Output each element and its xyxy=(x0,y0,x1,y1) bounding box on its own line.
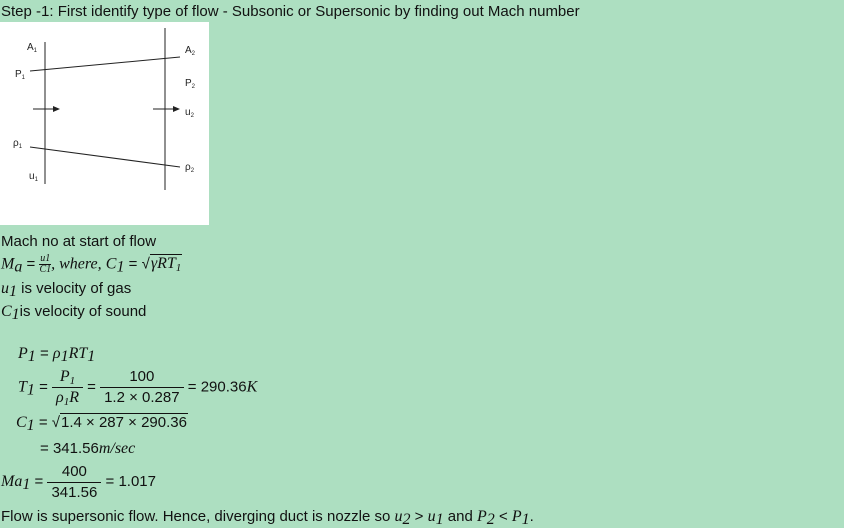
label-p2: $P_2$ xyxy=(185,78,196,90)
equation-p1: $P_1 = \rho_1RT_1$ xyxy=(18,345,96,365)
ma1-fraction: $\frac{400}{341.56}$ xyxy=(47,462,101,503)
mach-heading: Mach no at start of flow xyxy=(1,233,157,250)
label-a1: $A_1$ xyxy=(27,42,38,54)
label-a2: $A_2$ xyxy=(185,45,196,57)
upper-wall-line xyxy=(30,57,180,71)
t1-symbolic-fraction: $\frac{P_1}{\rho_1R}$ xyxy=(52,367,83,408)
equation-c1: $C_1 = √1.4 \times 287 \times 290.36$ xyxy=(16,414,187,434)
step-title: Step -1: First identify type of flow - Subsonic or Supersonic by finding out Mach number xyxy=(1,3,580,20)
label-rho2: $\rho_2$ xyxy=(185,162,195,174)
c1-description: $C_1is$ velocity of sound xyxy=(1,303,147,323)
ma1-result: 1.017 xyxy=(118,473,156,490)
t1-numeric-fraction: $\frac{100}{1.2 \times 0.287}$ xyxy=(100,367,183,408)
lower-wall-line xyxy=(30,147,180,167)
label-p1: $P_1$ xyxy=(15,69,26,81)
mach-definition: $M_a$ = $\frac{u1}{C1}$ , where, $C_1 = √\gamma RT_1$ xyxy=(1,253,182,276)
u1-description: $u_1$ is velocity of gas xyxy=(1,280,132,300)
equation-ma1: $Ma_1$ = $\frac{400}{341.56}$ = 1.017 xyxy=(1,462,156,501)
c1-sqrt: 1.4 × 287 × 290.36 xyxy=(61,414,187,431)
conclusion: Flow is supersonic flow. Hence, diverging duct is nozzle so $u_2 > u_1$ and $P_2 < P_1$. xyxy=(1,508,534,528)
equation-c1-result: = 341.56m/sec xyxy=(40,440,136,457)
mach-symbol: M xyxy=(1,255,15,273)
diagram-svg xyxy=(0,22,209,225)
c1-result: 341.56 xyxy=(52,440,99,457)
inlet-arrow-head xyxy=(53,106,60,112)
label-u2: $u_2$ xyxy=(185,107,194,119)
t1-result: 290.36 xyxy=(200,378,247,396)
mach-fraction: $\frac{u1}{C1}$ xyxy=(39,253,52,275)
equation-t1: $T_1$ = $\frac{P_1}{\rho_1R}$ = $\frac{100}{1.2 \times 0.287}$ = 290.36K xyxy=(18,368,258,408)
mach-sqrt: γRT$_1$ xyxy=(150,255,182,275)
label-u1: $u_1$ xyxy=(29,171,38,183)
nozzle-diagram xyxy=(0,22,209,225)
label-rho1: $\rho_1$ xyxy=(13,138,23,150)
outlet-arrow-head xyxy=(173,106,180,112)
